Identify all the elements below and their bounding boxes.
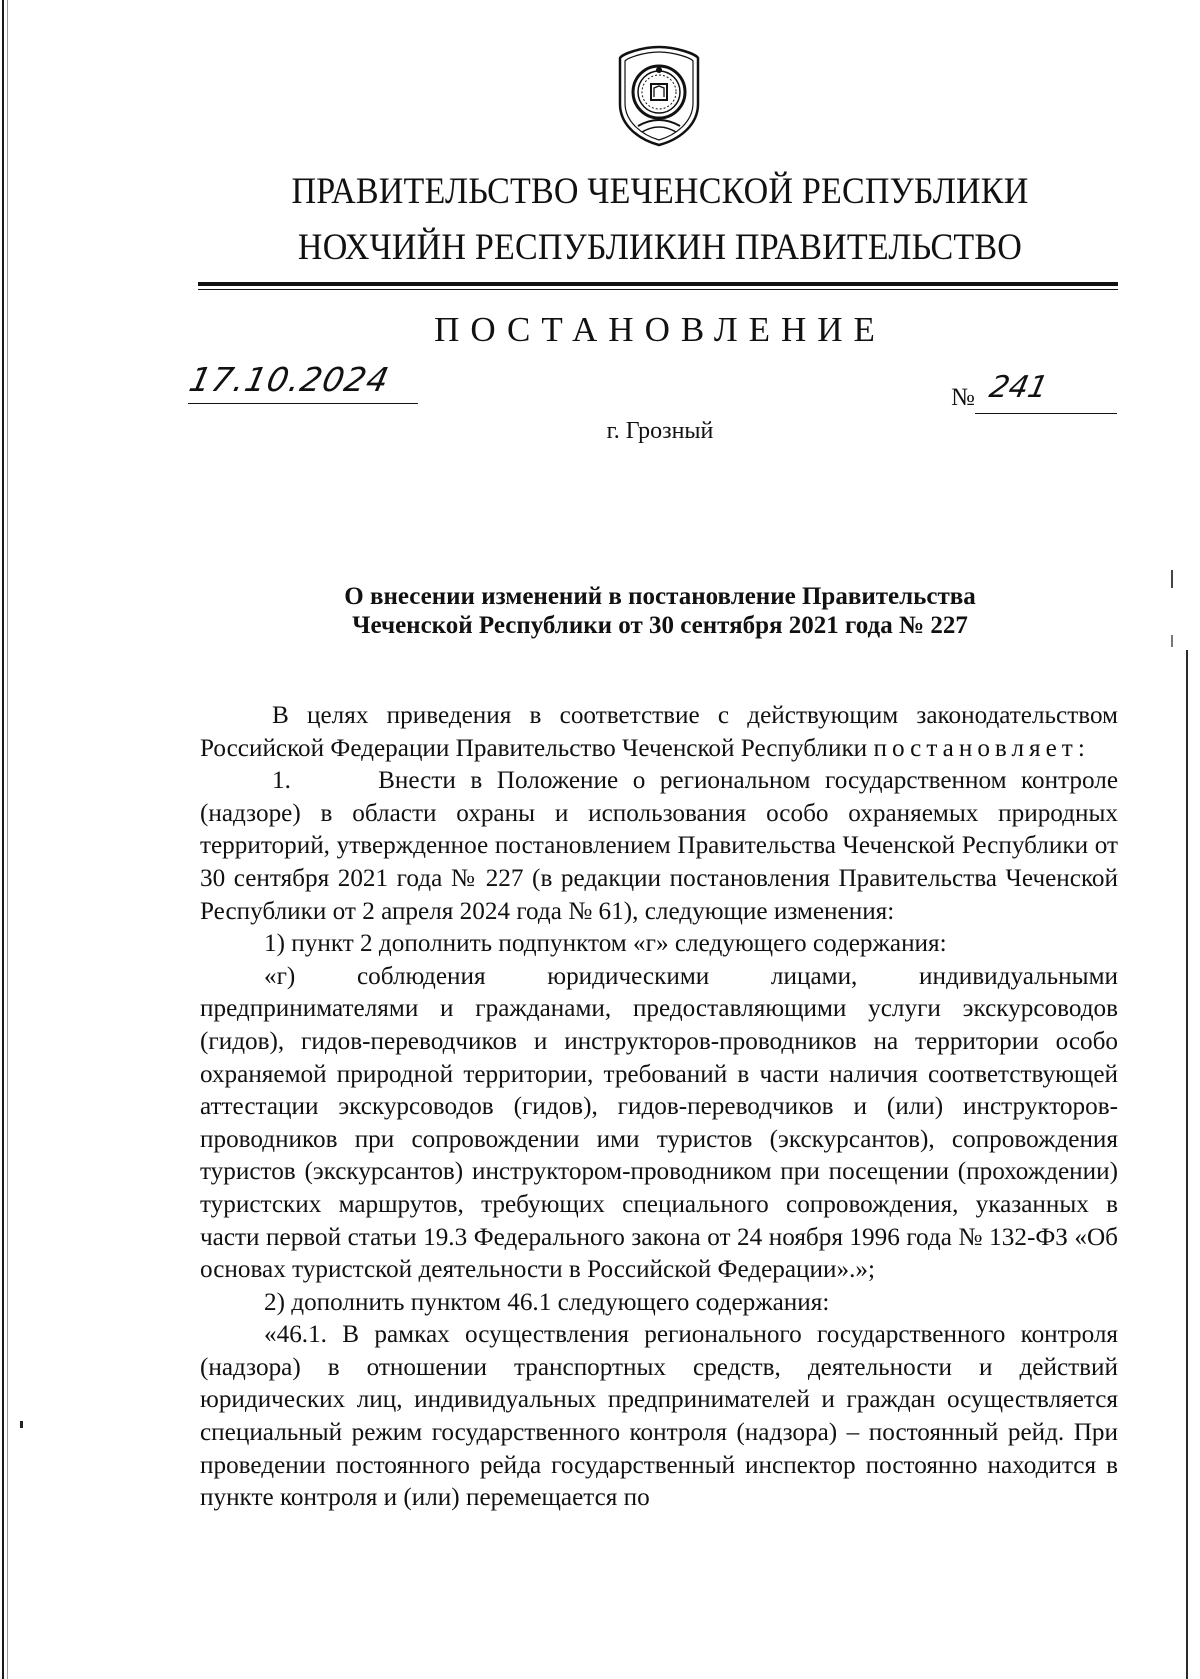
subitem-2: 2) дополнить пунктом 46.1 следующего содержания:	[264, 1288, 830, 1316]
preamble-text: В целях приведения в соответствие с действующим законодательством Российской Федерации Правительство Чеченской Республики	[200, 702, 1118, 762]
scan-edge-right	[1186, 650, 1188, 1679]
title-line-2: Чеченской Республики от 30 сентября 2021 года № 227	[352, 612, 968, 639]
number-label: №	[951, 384, 975, 411]
header-rule-thin	[198, 289, 1118, 290]
preamble	[200, 700, 1118, 765]
document-body	[200, 700, 1118, 1515]
scan-mark	[1171, 635, 1173, 647]
subitem-1: 1) пункт 2 дополнить подпунктом «г» следующего содержания:	[264, 930, 947, 958]
scan-edge-left	[2, 0, 4, 1679]
government-name-ce: НОХЧИЙН РЕСПУБЛИКИН ПРАВИТЕЛЬСТВО	[297, 227, 1023, 268]
scan-speck	[20, 1421, 23, 1428]
item-1-number: 1.	[272, 767, 291, 795]
document-type: ПОСТАНОВЛЕНИЕ	[434, 310, 886, 349]
number-underline	[975, 413, 1117, 414]
preamble-end: :	[1077, 734, 1085, 762]
item-1	[200, 765, 1118, 928]
city: г. Грозный	[606, 418, 714, 444]
subitem-2-quote: «46.1. В рамках осуществления регионального государственного контроля (надзора) в отношении транспортных средств, деятельности и действий юридических лиц, индивидуальных предпринимателей и граждан осуществляется специальный режим государственного контроля (надзора) – постоянный рейд. При проведении постоянного рейда государственный инспектор постоянно находится в пункте контроля и (или) перемещается по	[200, 1321, 1118, 1512]
subitem-1-quote: «г) соблюдения юридическими лицами, индивидуальными предпринимателями и гражданами, предоставляющими услуги экскурсоводов (гидов), гидов-переводчиков и инструкторов-проводников на территории особо охраняемой природной территории, требований в части наличия соответствующей аттестации экскурсоводов (гидов), гидов-переводчиков и (или) инструкторов-проводников при сопровождении ими туристов (экскурсантов), сопровождения туристов (экскурсантов) инструктором-проводником при посещении (прохождении) туристских маршрутов, требующих специального сопровождения, указанных в части первой статьи 19.3 Федерального закона от 24 ноября 1996 года № 132-ФЗ «Об основах туристской деятельности в Российской Федерации».»;	[200, 962, 1118, 1284]
coat-of-arms-icon	[616, 44, 702, 148]
title-line-1: О внесении изменений в постановление Правительства	[344, 583, 976, 610]
scan-mark	[1171, 570, 1173, 588]
header-rule-thick	[198, 282, 1118, 286]
date-underline	[188, 403, 418, 404]
preamble-decree-word: постановляет	[873, 734, 1078, 762]
scan-edge-left-inner	[7, 0, 8, 1679]
handwritten-number: 241	[986, 370, 1051, 405]
government-name-ru: ПРАВИТЕЛЬСТВО ЧЕЧЕНСКОЙ РЕСПУБЛИКИ	[291, 171, 1029, 212]
document-title	[200, 582, 1120, 640]
handwritten-date: 17.10.2024	[185, 360, 394, 399]
item-1-text: Внести в Положение о региональном государственном контроле (надзоре) в области охраны и использования особо охраняемых природных территорий, утвержденное постановлением Правительства Чеченской Республики от 30 сентября 2021 года № 227 (в редакции постановления Правительства Чеченской Республики от 2 апреля 2024 года № 61), следующие изменения:	[200, 767, 1118, 925]
